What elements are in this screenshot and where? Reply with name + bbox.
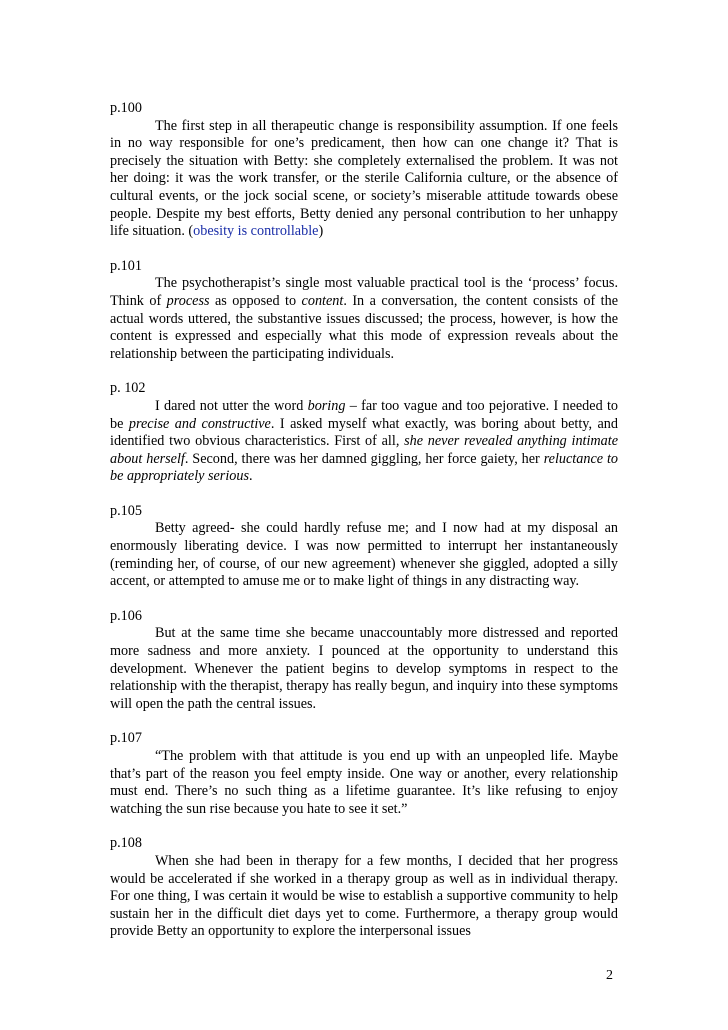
obesity-link[interactable]: obesity is controllable bbox=[193, 223, 319, 240]
excerpt-text: The psychotherapist’s single most valuable practical tool is the ‘process’ focus. Think of process as opposed to content. In a conversation, the content consists of the actual words uttered, the substantive issues discussed; the process, however, is how the content is expressed and especially what this mode of expression reveals about the relationship between the participating individuals. bbox=[110, 275, 618, 362]
excerpt-text: But at the same time she became unaccountably more distressed and reported more sadness and more anxiety. I pounced at the opportunity to understand this development. Whenever the patient begins to develop symptoms in respect to the relationship with the therapist, therapy has really begun, and inquiry into these symptoms will open the path the central issues. bbox=[110, 625, 618, 712]
excerpt-p106 bbox=[110, 608, 618, 714]
page-reference: p.108 bbox=[110, 835, 142, 852]
excerpt-text: Betty agreed- she could hardly refuse me; and I now had at my disposal an enormously liberating device. I was now permitted to interrupt her instantaneously (reminding her, of course, of our new agreement) whenever she giggled, adopted a silly accent, or attempted to amuse me or to make light of things in any distracting way. bbox=[110, 520, 618, 590]
page-reference: p. 102 bbox=[110, 380, 146, 397]
page-reference: p.105 bbox=[110, 502, 142, 519]
excerpt-p101 bbox=[110, 258, 618, 364]
excerpt-p102 bbox=[110, 380, 618, 486]
excerpt-text: When she had been in therapy for a few months, I decided that her progress would be accelerated if she worked in a therapy group as well as in individual therapy. For one thing, I was certain it would be wise to establish a supportive community to help sustain her in the difficult diet days yet to come. Furthermore, a therapy group would provide Betty an opportunity to explore the interpersonal issues bbox=[110, 852, 618, 940]
excerpt-p108 bbox=[110, 835, 618, 941]
page-reference: p.107 bbox=[110, 730, 142, 747]
page-reference: p.106 bbox=[110, 607, 142, 624]
page-reference: p.101 bbox=[110, 257, 142, 274]
excerpt-text: “The problem with that attitude is you end up with an unpeopled life. Maybe that’s part of the reason you feel empty inside. One way or another, every relationship must end. There’s no such thing as a lifetime guarantee. It’s like refusing to enjoy watching the sun rise because you hate to see it set.” bbox=[110, 748, 618, 817]
excerpt-text: I dared not utter the word boring – far too vague and too pejorative. I needed to be precise and constructive. I asked myself what exactly, was boring about betty, and identified two obvious characteristics. First of all, she never revealed anything intimate about herself. Second, there was her damned giggling, her force gaiety, her reluctance to be appropriately serious. bbox=[110, 397, 619, 485]
excerpt-p100 bbox=[110, 100, 618, 241]
excerpt-text: The first step in all therapeutic change is responsibility assumption. If one feels in no way responsible for one’s predicament, then how can one change it? That is precisely the situation with Betty: she completely externalised the problem. It was not her doing: it was the work transfer, or the sterile California culture, or the absence of cultural events, or the jock social scene, or society’s miserable attitude towards obese people. Despite my best efforts, Betty denied any personal contribution to her unhappy life situation. (obesity is controllable) bbox=[110, 117, 618, 240]
document-page bbox=[110, 100, 618, 958]
excerpt-p105 bbox=[110, 503, 618, 591]
page-reference: p.100 bbox=[110, 100, 142, 116]
excerpt-p107 bbox=[110, 730, 618, 818]
page-number: 2 bbox=[606, 968, 613, 983]
